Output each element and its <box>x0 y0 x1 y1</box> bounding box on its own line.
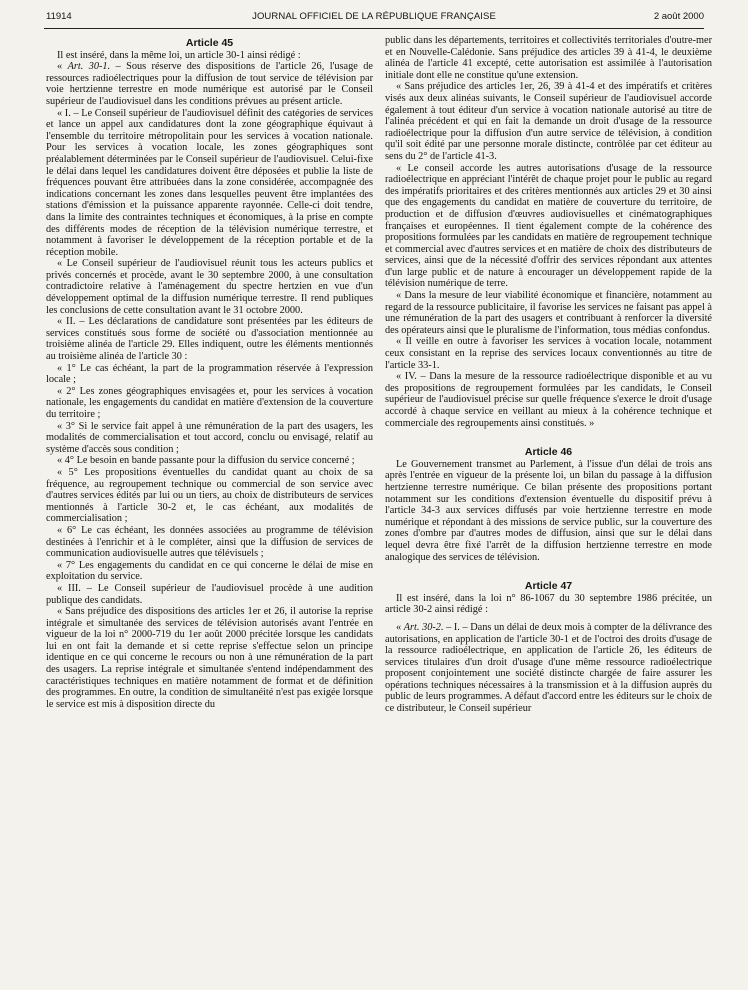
paragraph <box>385 622 712 715</box>
paragraph: « Sans préjudice des articles 1er, 26, 39 à 41-4 et des impératifs et critères visés aux deux alinéas suivants, le Conseil supérieur de l'audiovisuel accorde également à tout éditeur d'un service à vocation nationale autorisé au titre de l'alinéa précédent et qui en fait la demande un droit d'usage de la ressource radioélectrique pour la diffusion d'un autre service de télévision, à condition qu'il soit édité par une personne morale distincte, contrôlée par cet éditeur au sens du 2° de l'article 41-3. <box>385 81 712 162</box>
paragraph: « II. – Les déclarations de candidature sont présentées par les éditeurs de services constitués sous forme de société ou d'association mentionnée au troisième alinéa de l'article 29. Elles indiquent, outre les éléments mentionnés au troisième alinéa de l'article 30 : <box>46 316 373 363</box>
paragraph: « 7° Les engagements du candidat en ce qui concerne le délai de mise en exploitation du service. <box>46 559 373 583</box>
paragraph: « 6° Le cas échéant, les données associées au programme de télévision destinées à l'enrichir et à le compléter, ainsi que la diffusion de services de communication audiovisuelle autres que télévisuels ; <box>46 524 373 560</box>
paragraph: Le Gouvernement transmet au Parlement, à l'issue d'un délai de trois ans après l'entrée en vigueur de la présente loi, un bilan du passage à la diffusion hertzienne terrestre numérique. Ce bilan présente des propositions portant notamment sur les conditions d'extension éventuelle du dispositif prévu à l'article 34-3 aux services diffusés par voie hertzienne terrestre en mode numérique et répondant à des missions de service public, sur la couverture des zones d'ombre par d'autres modes de diffusion, ainsi que sur le délai dans lequel devra être fixé l'arrêt de la diffusion hertzienne terrestre en mode analogique des services de télévision. <box>385 458 712 563</box>
paragraph: « Sans préjudice des dispositions des articles 1er et 26, il autorise la reprise intégrale et simultanée des services de télévision autorisés avant l'entrée en vigueur de la loi n° 2000-719 du 1er août 2000 précitée lorsque les candidats lui en ont fait la demande et si cette reprise s'effectue selon un principe identique en ce qui concerne le recours ou non à une rémunération de la part des usagers. La reprise intégrale et simultanée s'entend indépendamment des caractéristiques techniques en matière notamment de format et de définition des programmes. En outre, la condition de simultanéité n'est pas exigée lorsque le service est mis à disposition directe du <box>46 606 373 710</box>
paragraph-text: – Sous réserve des dispositions de l'article 26, l'usage de ressources radioélectriques pour la diffusion de tout service de télévision par voie hertzienne terrestre en mode numérique est autorisé par le Conseil supérieur de l'audiovisuel dans les conditions prévues au présent article. <box>46 61 373 107</box>
page-header <box>44 6 704 29</box>
paragraph: « Il veille en outre à favoriser les services à vocation locale, notamment ceux consistant en la reprise des services locaux conventionnés au titre de l'article 33-1. <box>385 336 712 371</box>
paragraph <box>46 61 373 107</box>
paragraph: « Le Conseil supérieur de l'audiovisuel réunit tous les acteurs publics et privés concernés et procède, avant le 30 septembre 2000, à une consultation contradictoire relative à l'aménagement du spectre hertzien en vue d'un développement optimal de la diffusion numérique terrestre. Il rend publiques les conclusions de cette consultation avant le 31 octobre 2000. <box>46 258 373 316</box>
publication-date: 2 août 2000 <box>653 11 704 22</box>
article-45-heading: Article 45 <box>185 37 234 49</box>
journal-title: JOURNAL OFFICIEL DE LA RÉPUBLIQUE FRANÇAISE <box>252 11 496 22</box>
paragraph: « I. – Le Conseil supérieur de l'audiovisuel définit des catégories de services et lance un appel aux candidatures dont la zone géographique équivaut à l'ensemble du territoire métropolitain pour les services à vocation nationale. Pour les services à vocation locale, les zones géographiques sont préalablement déterminées par le Conseil supérieur de l'audiovisuel. Celui-fixe le délai dans lequel les candidatures doivent être déposées et publie la liste de fréquences pouvant être attribuées dans la zone considérée, accompagnée des indications concernant les zones dans lesquelles peuvent être implantées des stations d'émission et la puissance apparente rayonnée. Celle-ci doit tendre, dans la limite des contraintes techniques et économiques, à la prise en compte des différents modes de réception de la télévision numérique terrestre, et notamment à favoriser le développement de la réception portable et de la réception mobile. <box>46 107 373 258</box>
paragraph: « 1° Le cas échéant, la part de la programmation réservée à l'expression locale ; <box>46 362 373 386</box>
article-reference: Art. 30-1. <box>67 61 111 73</box>
paragraph: « Le conseil accorde les autres autorisations d'usage de la ressource radioélectrique en appréciant l'intérêt de chaque projet pour le public au regard des impératifs prioritaires et des critères mentionnés aux articles 29 et 30 ainsi que des engagements du candidat en matière de couverture du territoire, de production et de diffusion d'œuvres audiovisuelles et cinématographiques françaises et européennes. Il tient également compte de la cohérence des propositions formulées par les candidats en matière de regroupement technique et commercial avec d'autres services et en matière de choix des distributeurs de services, ainsi que de la nécessité d'offrir des services répondant aux attentes d'un large public et de nature à encourager un développement rapide de la télévision numérique de terre. <box>385 162 712 290</box>
article-reference: Art. 30-2. <box>403 621 444 633</box>
paragraph: « 4° Le besoin en bande passante pour la diffusion du service concerné ; <box>57 455 355 467</box>
paragraph: « 5° Les propositions éventuelles du candidat quant au choix de sa fréquence, au regroupement technique ou commercial de son service avec d'autres services édités par lui ou un tiers, au choix de distributeurs de services mentionnés à l'article 30-2 et, le cas échéant, aux modalités de commercialisation ; <box>46 466 373 525</box>
paragraph: Il est inséré, dans la loi n° 86-1067 du 30 septembre 1986 précitée, un article 30-2 ainsi rédigé : <box>385 592 712 616</box>
paragraph: « IV. – Dans la mesure de la ressource radioélectrique disponible et au vu des propositions de regroupement formulées par les candidats, le Conseil supérieur de l'audiovisuel précise sur quelle fréquence s'exerce le droit d'usage accordé à chaque service en veillant au mieux à la cohérence technique et commerciale des regroupements ainsi constitués. » <box>385 371 712 429</box>
paragraph: « III. – Le Conseil supérieur de l'audiovisuel procède à une audition publique des candidats. <box>46 582 373 606</box>
paragraph-text: – I. – Dans un délai de deux mois à compter de la délivrance des autorisations, en application de l'article 30-1 et de l'octroi des droits d'usage de la ressource radioélectrique, en application de l'article 26, les éditeurs de services titulaires d'un droit d'usage d'une même ressource radioélectrique proposent conjointement une société distincte chargée de faire assurer les opérations techniques nécessaires à la transmission et à la diffusion auprès du public de leurs programmes. A défaut d'accord entre les éditeurs sur le choix de ce distributeur, le Conseil supérieur <box>385 621 712 715</box>
page-number: 11914 <box>46 11 72 22</box>
paragraph: « 3° Si le service fait appel à une rémunération de la part des usagers, les modalités de commercialisation et tout accord, conclu ou envisagé, relatif au système d'accès sous condition ; <box>46 420 373 455</box>
quote-mark: « <box>396 621 404 633</box>
paragraph: « 2° Les zones géographiques envisagées et, pour les services à vocation nationale, les engagements du candidat en matière d'extension de la couverture du territoire ; <box>46 385 373 420</box>
left-column <box>46 38 373 710</box>
article-46-heading: Article 46 <box>524 446 573 459</box>
paragraph: public dans les départements, territoires et collectivités territoriales d'outre-mer et en Nouvelle-Calédonie. Sans préjudice des articles 39 à 41-4, le deuxième alinéa de l'article 41 excepté, cette autorisation est assimilée à l'autorisation initiale dont elle ne constitue qu'une extension. <box>385 35 712 81</box>
article-47-heading: Article 47 <box>524 580 573 593</box>
right-column <box>385 35 712 715</box>
paragraph: « Dans la mesure de leur viabilité économique et financière, notamment au regard de la ressource publicitaire, il favorise les services ne faisant pas appel à une rémunération de la part des usagers et contribuant à renforcer la diversité des opérateurs ainsi que le pluralisme de l'information, tous médias confondus. <box>385 290 712 336</box>
paragraph: Il est inséré, dans la même loi, un article 30-1 ainsi rédigé : <box>57 49 301 61</box>
quote-mark: « <box>57 61 68 73</box>
